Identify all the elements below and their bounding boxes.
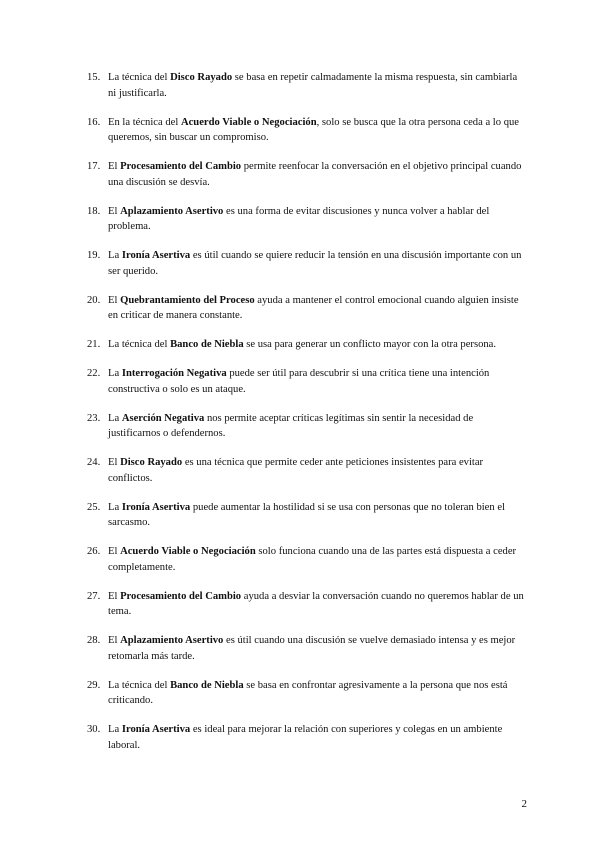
list-item [87, 115, 527, 146]
list-item [87, 500, 527, 531]
technique-term: Aplazamiento Asertivo [120, 205, 224, 217]
item-number: 28. [87, 635, 101, 646]
item-number: 21. [87, 339, 101, 350]
item-number: 20. [87, 294, 101, 306]
technique-term: Ironía Asertiva [121, 501, 191, 513]
technique-term: Aplazamiento Asertivo [120, 635, 224, 646]
technique-term: Procesamiento del Cambio [120, 161, 242, 172]
item-number: 18. [87, 205, 101, 217]
item-text: El Quebrantamiento del Proceso ayuda a mantener el control emocional cuando alguien insiste en criticar de manera constante. [108, 294, 519, 321]
technique-term: Ironía Asertiva [121, 724, 191, 735]
list-item [87, 722, 527, 753]
item-text: El Procesamiento del Cambio ayuda a desviar la conversación cuando no queremos hablar de un tema. [108, 590, 524, 617]
item-text: La Interrogación Negativa puede ser útil para descubrir si una crítica tiene una intención constructiva o solo es un ataque. [108, 368, 490, 395]
item-number: 16. [87, 116, 101, 128]
list-item [87, 248, 527, 279]
list-item [87, 411, 527, 442]
item-text: El Disco Rayado es una técnica que permite ceder ante peticiones insistentes para evitar conflictos. [108, 457, 484, 484]
item-text: El Aplazamiento Asertivo es útil cuando una discusión se vuelve demasiado intensa y es mejor retomarla más tarde. [108, 635, 516, 662]
list-item [87, 293, 527, 324]
item-text: El Acuerdo Viable o Negociación solo funciona cuando una de las partes está dispuesta a ceder completamente. [108, 546, 517, 573]
technique-term: Acuerdo Viable o Negociación [120, 546, 256, 557]
item-number: 29. [87, 679, 101, 691]
item-text: La técnica del Disco Rayado se basa en repetir calmadamente la misma respuesta, sin cambiarla ni justificarla. [108, 72, 518, 99]
item-text: El Aplazamiento Asertivo es una forma de evitar discusiones y nunca volver a hablar del problema. [108, 205, 490, 232]
item-number: 27. [87, 590, 101, 602]
list-item [87, 366, 527, 397]
list-item [87, 159, 527, 190]
item-number: 17. [87, 161, 101, 172]
list-item [87, 678, 527, 709]
item-text: El Procesamiento del Cambio permite reenfocar la conversación en el objetivo principal cuando una discusión se desvía. [108, 161, 522, 188]
technique-term: Banco de Niebla [170, 679, 244, 691]
item-text: En la técnica del Acuerdo Viable o Negociación, solo se busca que la otra persona ceda a lo que queremos, sin buscar un compromiso. [108, 116, 519, 143]
list-item [87, 70, 527, 101]
technique-term: Disco Rayado [120, 457, 183, 468]
technique-term: Procesamiento del Cambio [120, 590, 242, 602]
technique-term: Interrogación Negativa [121, 368, 227, 379]
item-number: 30. [87, 724, 101, 735]
item-text: La Ironía Asertiva es útil cuando se quiere reducir la tensión en una discusión importante con un ser querido. [108, 250, 522, 277]
technique-term: Quebrantamiento del Proceso [120, 294, 255, 306]
item-number: 25. [87, 501, 101, 513]
technique-term: Banco de Niebla [170, 339, 244, 350]
item-text: La técnica del Banco de Niebla se basa en confrontar agresivamente a la persona que nos está criticando. [108, 679, 508, 706]
item-number: 22. [87, 368, 101, 379]
item-number: 23. [87, 412, 101, 424]
list-item [87, 455, 527, 486]
technique-term: Disco Rayado [170, 72, 233, 83]
item-text: La Ironía Asertiva puede aumentar la hostilidad si se usa con personas que no toleran bien el sarcasmo. [108, 501, 505, 528]
item-text: La Aserción Negativa nos permite aceptar críticas legítimas sin sentir la necesidad de justificarnos o defendernos. [108, 412, 474, 439]
technique-term: Ironía Asertiva [121, 250, 191, 261]
page-number: 2 [521, 798, 527, 810]
list-item [87, 589, 527, 620]
list-item [87, 633, 527, 664]
item-number: 19. [87, 250, 101, 261]
statement-list [87, 70, 527, 767]
item-number: 24. [87, 457, 101, 468]
list-item [87, 337, 527, 353]
item-number: 15. [87, 72, 101, 83]
list-item [87, 204, 527, 235]
item-text: La técnica del Banco de Niebla se usa para generar un conflicto mayor con la otra persona. [108, 339, 497, 350]
technique-term: Acuerdo Viable o Negociación [180, 116, 317, 128]
item-number: 26. [87, 546, 101, 557]
technique-term: Aserción Negativa [121, 412, 205, 424]
item-text: La Ironía Asertiva es ideal para mejorar la relación con superiores y colegas en un ambiente laboral. [108, 724, 503, 751]
list-item [87, 544, 527, 575]
